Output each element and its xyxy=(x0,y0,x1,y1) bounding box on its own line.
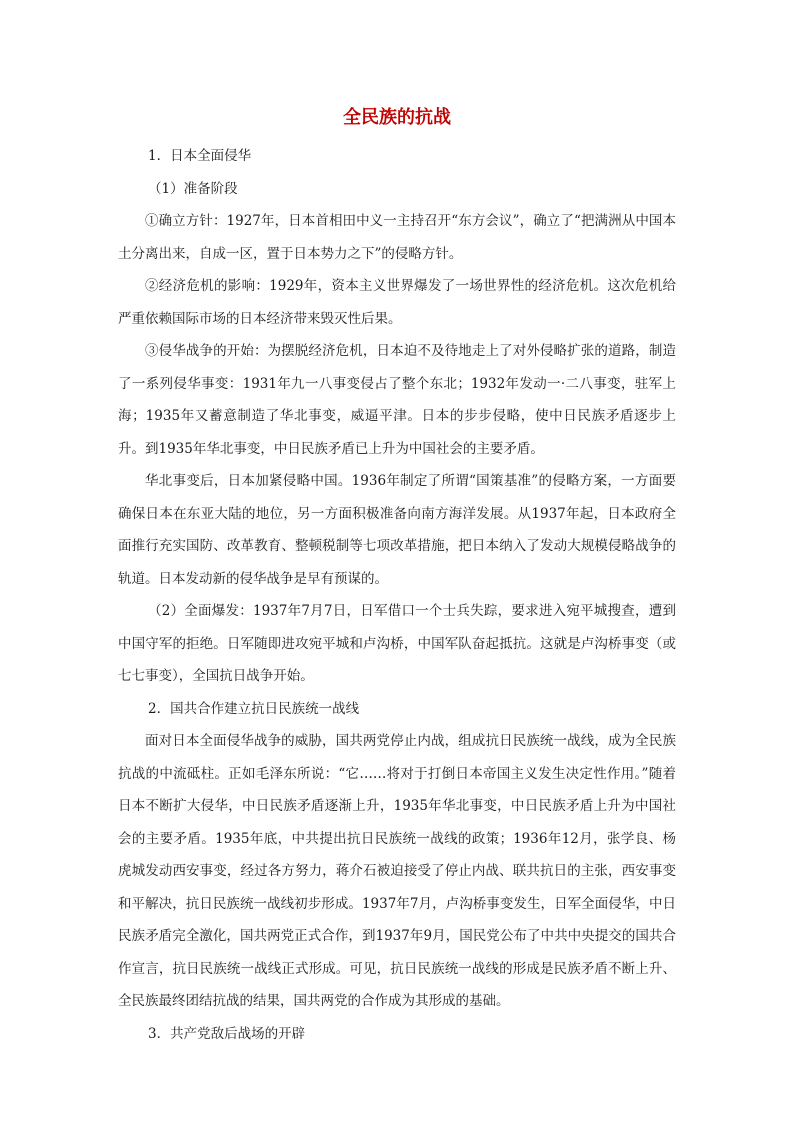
subsection-heading-preparation: （1）准备阶段 xyxy=(148,180,238,197)
section-heading-3: 3．共产党敌后战场的开辟 xyxy=(148,1025,306,1042)
document-title: 全民族的抗战 xyxy=(343,107,451,128)
paragraph-economic-crisis: ②经济危机的影响：1929年，资本主义世界爆发了一场世界性的经济危机。这次危机给严重依赖国际市场的日本经济带来毁灭性后果。 xyxy=(118,278,676,327)
document-body xyxy=(118,140,676,1050)
paragraph-united-front: 面对日本全面侵华战争的威胁，国共两党停止内战，组成抗日民族统一战线，成为全民族抗战的中流砥柱。正如毛泽东所说：“它……将对于打倒日本帝国主义发生决定性作用。”随着日本不断扩大侵华，中日民族矛盾逐渐上升，1935年华北事变，中日民族矛盾上升为中国社会的主要矛盾。1935年底，中共提出抗日民族统一战线的政策；1936年12月，张学良、杨虎城发动西安事变，经过各方努力，蒋介石被迫接受了停止内战、联共抗日的主张，西安事变和平解决，抗日民族统一战线初步形成。1937年7月，卢沟桥事变发生，日军全面侵华，中日民族矛盾完全激化，国共两党正式合作，到1937年9月，国民党公布了中共中央提交的国共合作宣言，抗日民族统一战线正式形成。可见，抗日民族统一战线的形成是民族矛盾不断上升、全民族最终团结抗战的结果，国共两党的合作成为其形成的基础。 xyxy=(118,733,676,1009)
paragraph-after-north-china-incident: 华北事变后，日本加紧侵略中国。1936年制定了所谓“国策基准”的侵略方案，一方面要确保日本在东亚大陆的地位，另一方面积极准备向南方海洋发展。从1937年起，日本政府全面推行充实国防、改革教育、整顿税制等七项改革措施，把日本纳入了发动大规模侵略战争的轨道。日本发动新的侵华战争是早有预谋的。 xyxy=(118,473,676,587)
section-heading-1: 1．日本全面侵华 xyxy=(148,148,252,164)
paragraph-war-start: ③侵华战争的开始：为摆脱经济危机，日本迫不及待地走上了对外侵略扩张的道路，制造了一系列侵华事变：1931年九一八事变侵占了整个东北；1932年发动一·二八事变，驻军上海；1935年又蓄意制造了华北事变，威逼平津。日本的步步侵略，使中日民族矛盾逐步上升。到1935年华北事变，中日民族矛盾已上升为中国社会的主要矛盾。 xyxy=(118,343,676,457)
paragraph-full-outbreak: （2）全面爆发：1937年7月7日，日军借口一个士兵失踪，要求进入宛平城搜查，遭到中国守军的拒绝。日军随即进攻宛平城和卢沟桥，中国军队奋起抵抗。这就是卢沟桥事变（或七七事变），全国抗日战争开始。 xyxy=(118,603,676,684)
section-heading-2: 2．国共合作建立抗日民族统一战线 xyxy=(148,700,360,717)
paragraph-policy: ①确立方针：1927年，日本首相田中义一主持召开“东方会议”，确立了“把满洲从中国本土分离出来，自成一区，置于日本势力之下”的侵略方针。 xyxy=(118,213,676,262)
